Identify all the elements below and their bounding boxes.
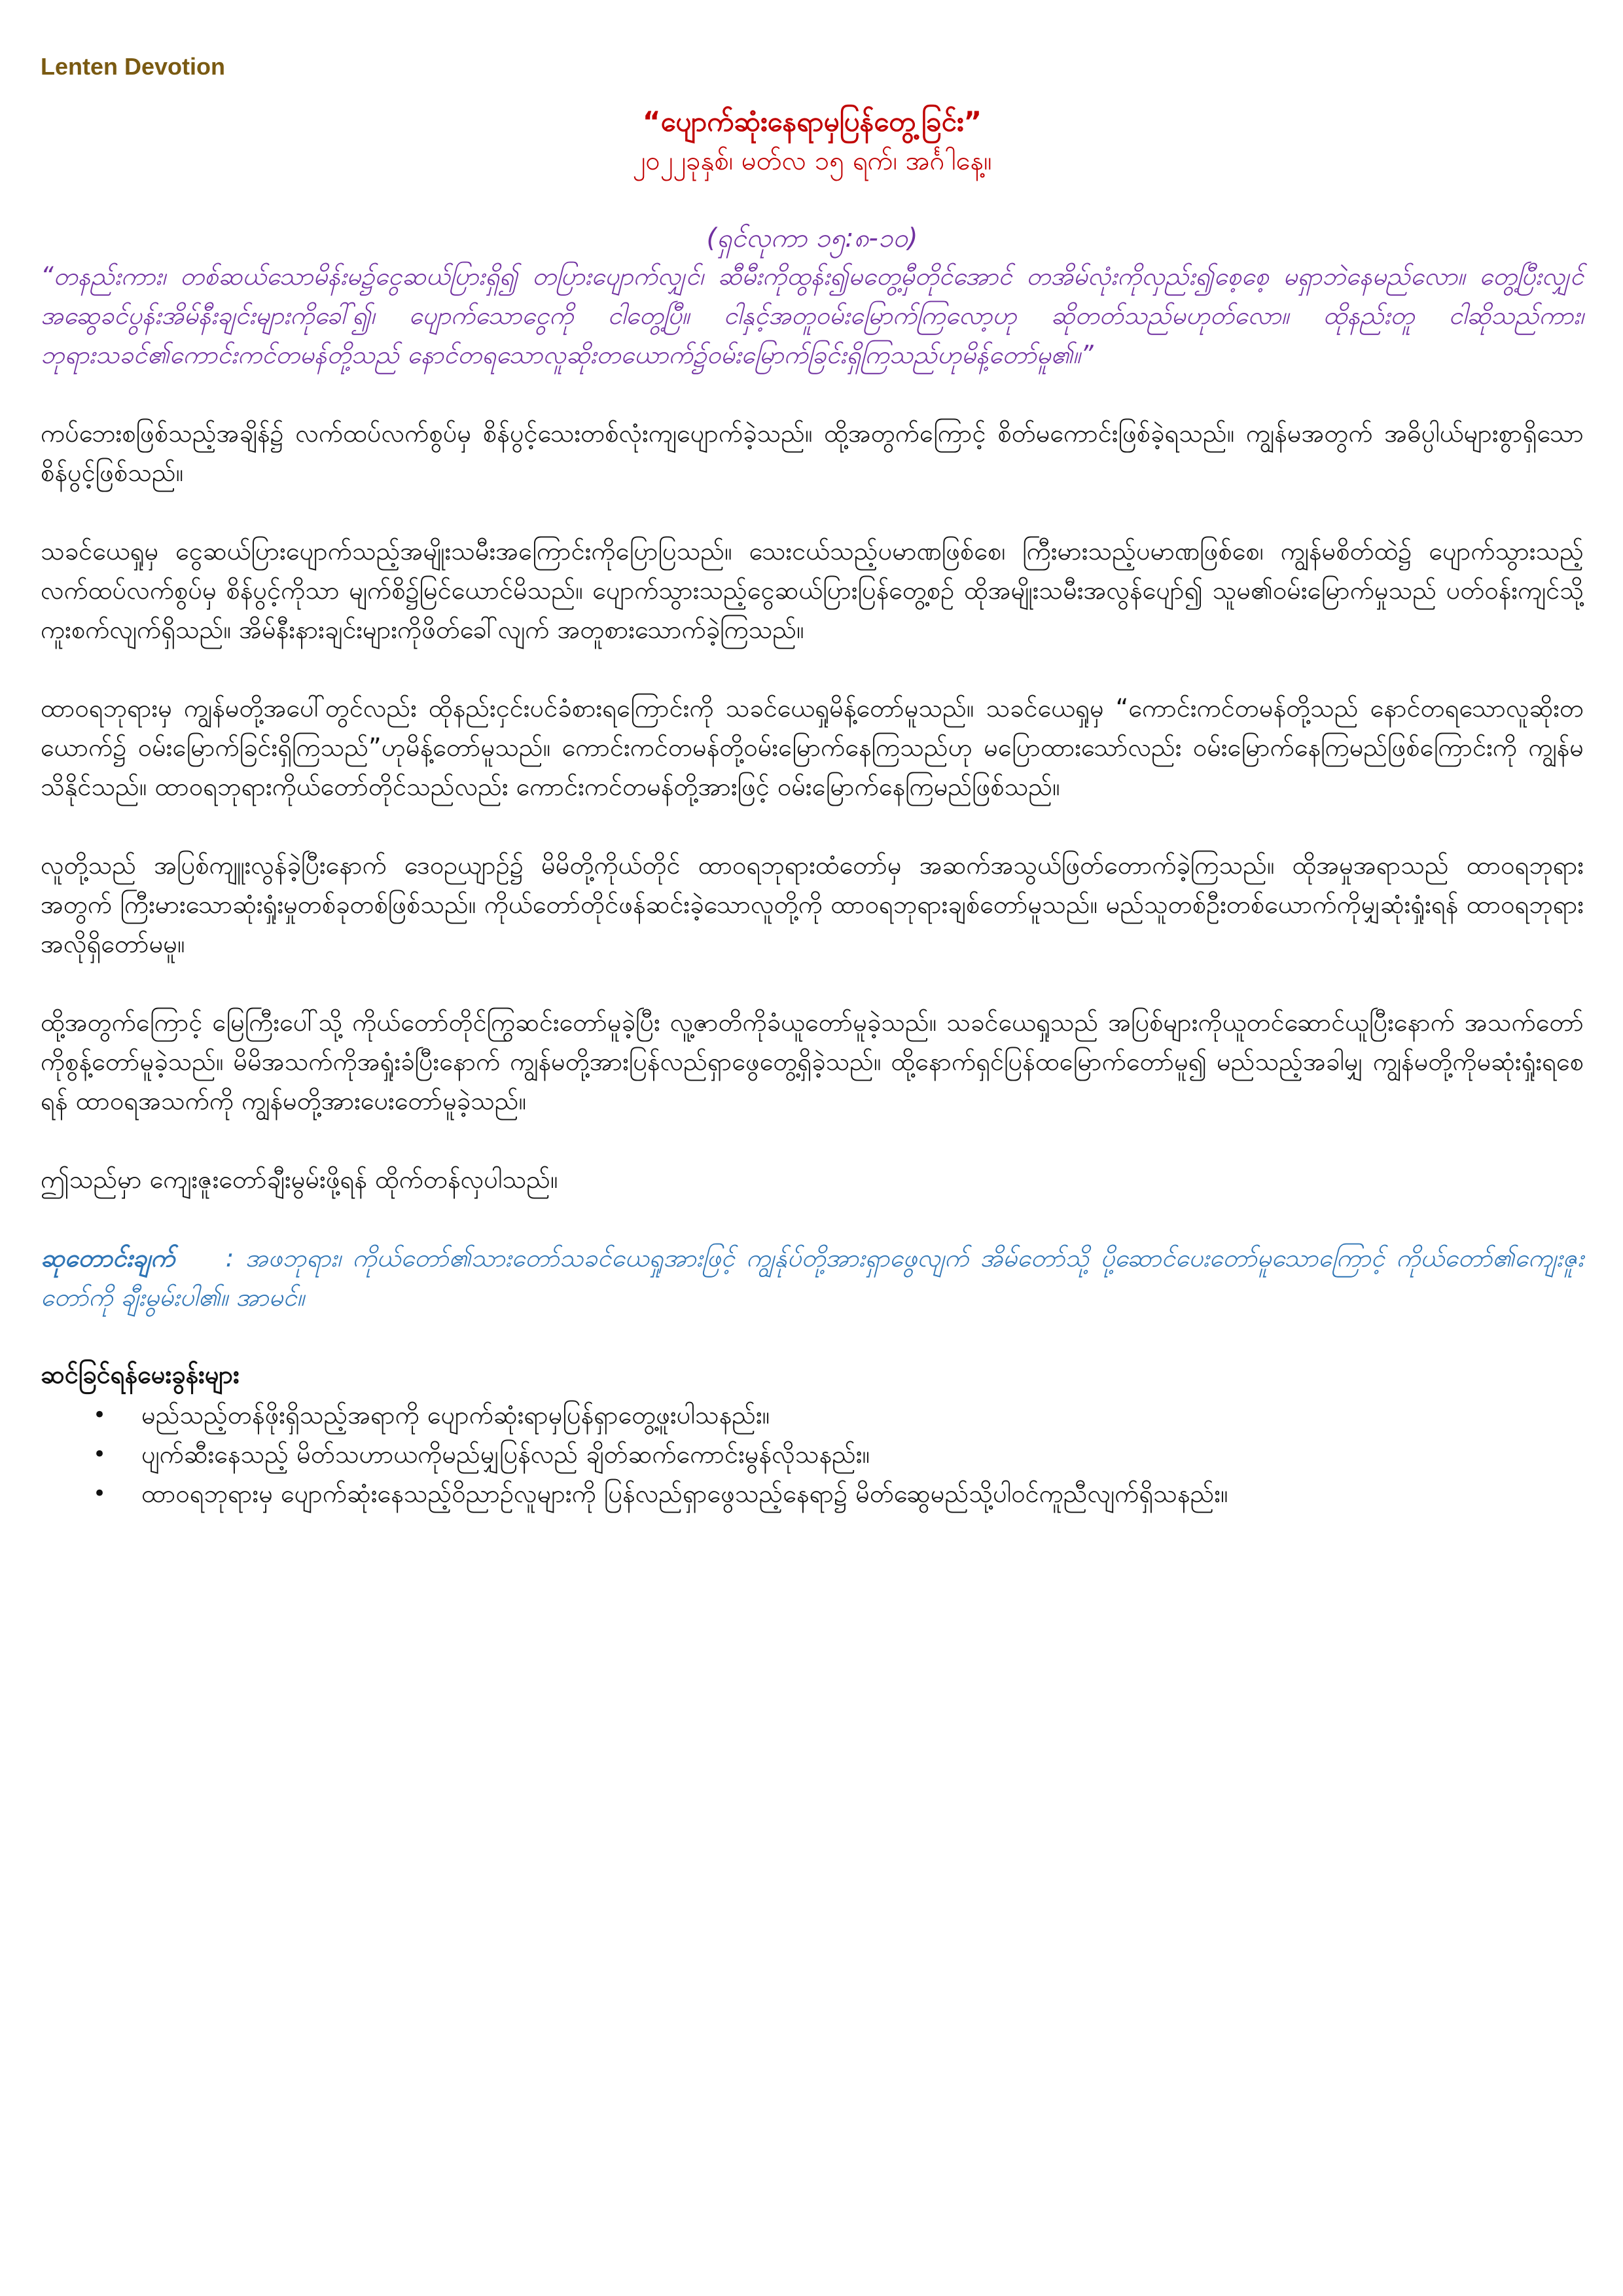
list-item <box>93 1395 1584 1435</box>
question-text: မည်သည့်တန်ဖိုးရှိသည့်အရာကို ပျောက်ဆုံးရာမှပြန်ရှာတွေ့ဖူးပါသနည်း။ <box>141 1401 770 1429</box>
bullet-icon: • <box>93 1441 107 1467</box>
bullet-icon: • <box>93 1402 107 1428</box>
questions-list <box>41 1395 1584 1513</box>
scripture-text: “တနည်းကား၊ တစ်ဆယ်သောမိန်းမ၌ငွေဆယ်ပြားရှိ၍ တပြားပျောက်လျှင်၊ ဆီမီးကိုထွန်း၍မတွေ့မှီတိုင်အောင် တအိမ်လုံးကိုလှည်း၍စေ့စေ့ မရှာဘဲနေမည်လော။ တွေ့ပြီးလျှင် အဆွေခင်ပွန်းအိမ်နီးချင်းများကိုခေါ်၍၊ ပျောက်သောငွေကို ငါတွေ့ပြီ။ ငါနှင့်အတူဝမ်းမြောက်ကြလော့ဟု ဆိုတတ်သည်မဟုတ်လော။ ထိုနည်းတူ ငါဆိုသည်ကား၊ ဘုရားသခင်၏ကောင်းကင်တမန်တို့သည် နောင်တရသောလူဆိုးတယောက်၌ဝမ်းမြောက်ခြင်းရှိကြသည်ဟုမိန့်တော်မူ၏။” <box>41 262 1584 369</box>
prayer-block <box>41 1238 1584 1317</box>
scripture-reference: (ရှင်လုကာ ၁၅:၈-၁၀) <box>706 223 918 253</box>
body-paragraph: ကပ်ဘေးစဖြစ်သည့်အချိန်၌ လက်ထပ်လက်စွပ်မှ စိန်ပွင့်သေးတစ်လုံးကျပျောက်ခဲ့သည်။ ထို့အတွက်ကြောင့် စိတ်မကောင်းဖြစ်ခဲ့ရသည်။ ကျွန်မအတွက် အဓိပ္ပါယ်များစွာရှိသော စိန်ပွင့်ဖြစ်သည်။ <box>41 419 1584 487</box>
header-label: Lenten Devotion <box>41 53 226 80</box>
question-text: ပျက်ဆီးနေသည့် မိတ်သဟာယကိုမည်မျှပြန်လည် ချိတ်ဆက်ကောင်းမွန်လိုသနည်း။ <box>141 1440 870 1469</box>
question-text: ထာဝရဘုရားမှ ပျောက်ဆုံးနေသည့်ဝိညာဉ်လူများကို ပြန်လည်ရှာဖွေသည့်နေရာ၌ မိတ်ဆွေမည်သို့ပါဝင်ကူညီလျက်ရှိသနည်း။ <box>141 1479 1228 1508</box>
body-paragraph: ဤသည်မှာ ကျေးဇူးတော်ချီးမွမ်းဖို့ရန် ထိုက်တန်လှပါသည်။ <box>41 1165 558 1194</box>
prayer-text: အဖဘုရား၊ ကိုယ်တော်၏သားတော်သခင်ယေရှုအားဖြင့် ကျွန်ုပ်တို့အားရှာဖွေလျက် အိမ်တော်သို့ ပို့ဆောင်ပေးတော်မူသောကြောင့် ကိုယ်တော်၏ကျေးဇူးတော်ကို ချီးမွမ်းပါ၏။ အာမင်။ <box>41 1244 1584 1312</box>
body-paragraph: သခင်ယေရှုမှ ငွေဆယ်ပြားပျောက်သည့်အမျိုးသမီးအကြောင်းကိုပြောပြသည်။ သေးငယ်သည့်ပမာဏဖြစ်စေ၊ ကြီးမားသည့်ပမာဏဖြစ်စေ၊ ကျွန်မစိတ်ထဲ၌ ပျောက်သွားသည့်လက်ထပ်လက်စွပ်မှ စိန်ပွင့်ကိုသာ မျက်စိ၌မြင်ယောင်မိသည်။ ပျောက်သွားသည့်ငွေဆယ်ပြားပြန်တွေ့စဉ် ထိုအမျိုးသမီးအလွန်ပျော်၍ သူမ၏ဝမ်းမြောက်မှုသည် ပတ်ဝန်းကျင်သို့ကူးစက်လျက်ရှိသည်။ အိမ်နီးနားချင်းများကိုဖိတ်ခေါ်လျက် အတူစားသောက်ခဲ့ကြသည်။ <box>41 537 1584 644</box>
page-title: “ပျောက်ဆုံးနေရာမှပြန်တွေ့ခြင်း” <box>642 105 982 137</box>
list-item <box>93 1474 1584 1513</box>
bullet-icon: • <box>93 1480 107 1507</box>
body-paragraph: ထို့အတွက်ကြောင့် မြေကြီးပေါ်သို့ ကိုယ်တော်တိုင်ကြွဆင်းတော်မူခဲ့ပြီး လူ့ဇာတိကိုခံယူတော်မူခဲ့သည်။ သခင်ယေရှုသည် အပြစ်များကိုယူတင်ဆောင်ယူပြီးနောက် အသက်တော်ကိုစွန့်တော်မူခဲ့သည်။ မိမိအသက်ကိုအရှုံးခံပြီးနောက် ကျွန်မတို့အားပြန်လည်ရှာဖွေတွေ့ရှိခဲ့သည်။ ထို့နောက်ရှင်ပြန်ထမြောက်တော်မူ၍ မည်သည့်အခါမျှ ကျွန်မတို့ကိုမဆုံးရှုံးရစေရန် ထာဝရအသက်ကို ကျွန်မတို့အားပေးတော်မူခဲ့သည်။ <box>41 1008 1584 1115</box>
prayer-colon: : <box>225 1244 234 1272</box>
devotion-page <box>41 51 1584 1513</box>
prayer-label: ဆုတောင်းချက် <box>41 1244 175 1272</box>
devotion-date: ၂၀၂၂ခုနှစ်၊ မတ်လ ၁၅ ရက်၊ အင်္ဂါနေ့။ <box>632 146 992 176</box>
body-paragraph: ထာဝရဘုရားမှ ကျွန်မတို့အပေါ်တွင်လည်း ထိုနည်းငှင်းပင်ခံစားရကြောင်းကို သခင်ယေရှုမိန့်တော်မူသည်။ သခင်ယေရှုမှ “ကောင်းကင်တမန်တို့သည် နောင်တရသောလူဆိုးတယောက်၌ ဝမ်းမြောက်ခြင်းရှိကြသည်”ဟုမိန့်တော်မူသည်။ ကောင်းကင်တမန်တို့ဝမ်းမြောက်နေကြသည်ဟု မပြောထားသော်လည်း ဝမ်းမြောက်နေကြမည်ဖြစ်ကြောင်းကို ကျွန်မသိနိုင်သည်။ ထာဝရဘုရားကိုယ်တော်တိုင်သည်လည်း ကောင်းကင်တမန်တို့အားဖြင့် ဝမ်းမြောက်နေကြမည်ဖြစ်သည်။ <box>41 694 1584 801</box>
list-item <box>93 1435 1584 1474</box>
questions-heading: ဆင်ခြင်ရန်မေးခွန်းများ <box>41 1360 240 1389</box>
body-paragraph: လူတို့သည် အပြစ်ကျူးလွန်ခဲ့ပြီးနောက် ဒေဝဉယျာဉ်၌ မိမိတို့ကိုယ်တိုင် ထာဝရဘုရားထံတော်မှ အဆက်အသွယ်ဖြတ်တောက်ခဲ့ကြသည်။ ထိုအမှုအရာသည် ထာဝရဘုရားအတွက် ကြီးမားသောဆုံးရှုံးမှုတစ်ခုတစ်ဖြစ်သည်။ ကိုယ်တော်တိုင်ဖန်ဆင်းခဲ့သောလူတို့ကို ထာဝရဘုရားချစ်တော်မူသည်။ မည်သူတစ်ဦးတစ်ယောက်ကိုမျှဆုံးရှုံးရန် ထာဝရဘုရားအလိုရှိတော်မမူ။ <box>41 851 1584 958</box>
